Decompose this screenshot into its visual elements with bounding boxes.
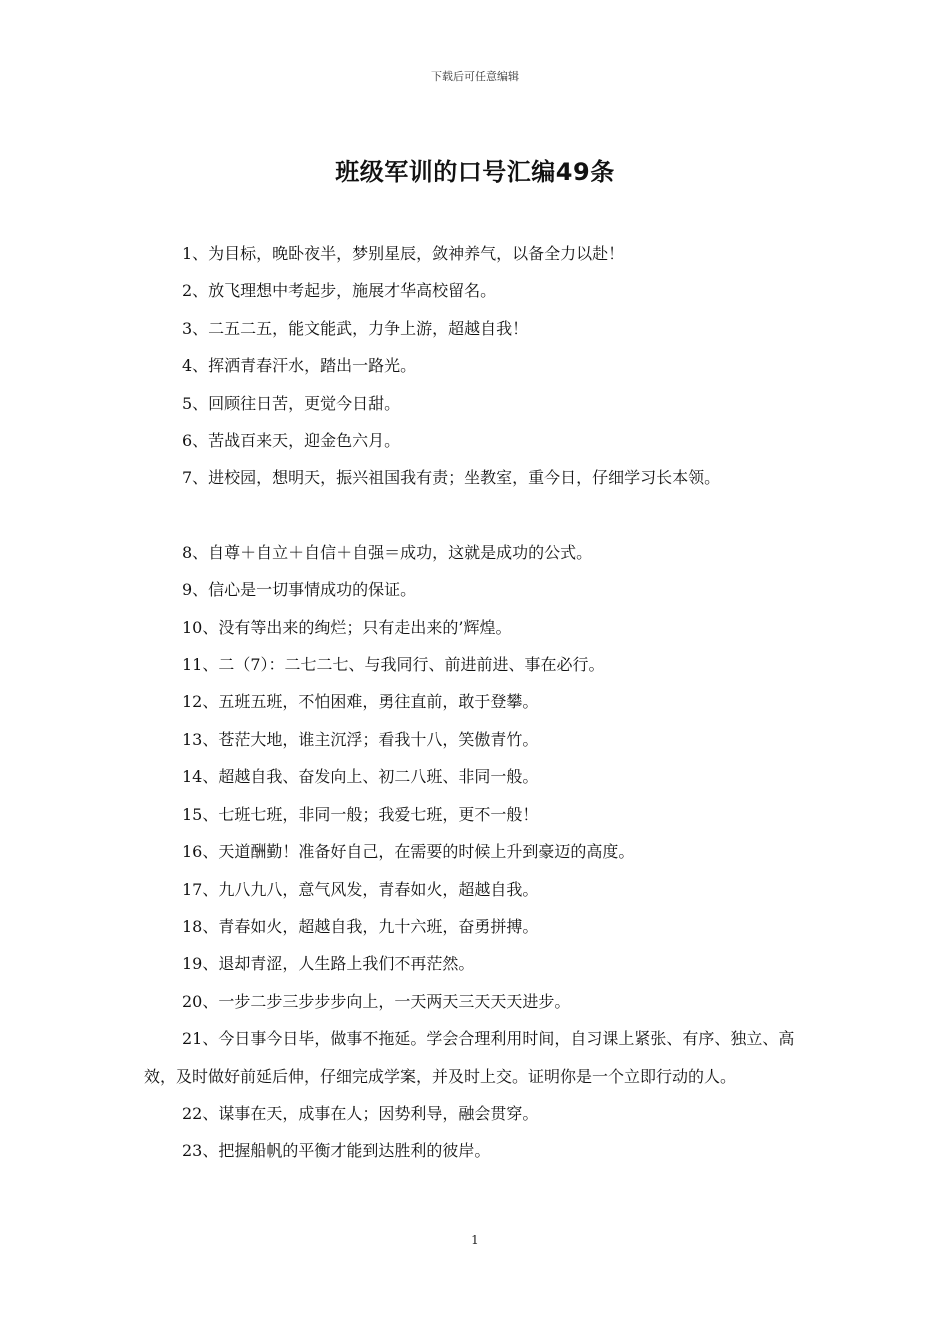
page-number: 1 [471,1233,479,1247]
list-item: 10、没有等出来的绚烂；只有走出来的’辉煌。 [182,617,512,637]
list-item: 11、二（7）：二七二七、与我同行、前进前进、事在必行。 [182,655,605,675]
list-item: 20、一步二步三步步步向上，一天两天三天天天进步。 [182,991,571,1011]
slogan-list [144,235,824,1170]
list-item: 2、放飞理想中考起步，施展才华高校留名。 [182,281,497,301]
paragraph-gap [144,497,824,534]
list-item: 17、九八九八，意气风发，青春如火，超越自我。 [182,879,539,899]
list-item: 3、二五二五，能文能武，力争上游，超越自我！ [182,318,529,338]
list-item: 1、为目标，晚卧夜半，梦别星辰，敛神养气，以备全力以赴！ [182,244,625,263]
list-item: 23、把握船帆的平衡才能到达胜利的彼岸。 [182,1141,491,1161]
list-item: 6、苦战百来天，迎金色六月。 [182,431,401,451]
list-item: 16、天道酬勤！准备好自己，在需要的时候上升到豪迈的高度。 [182,842,635,862]
page-title: 班级军训的口号汇编49条 [335,158,615,186]
list-item: 14、超越自我、奋发向上、初二八班、非同一般。 [182,767,539,787]
list-item: 15、七班七班，非同一般；我爱七班，更不一般！ [182,804,539,824]
list-item: 8、自尊＋自立＋自信＋自强＝成功，这就是成功的公式。 [182,542,593,562]
list-item: 13、苍茫大地，谁主沉浮；看我十八，笑傲青竹。 [182,729,539,749]
list-item: 22、谋事在天，成事在人；因势利导，融会贯穿。 [182,1103,539,1123]
list-item: 18、青春如火，超越自我，九十六班，奋勇拼搏。 [182,916,539,936]
list-item: 12、五班五班，不怕困难，勇往直前，敢于登攀。 [182,692,539,712]
list-item: 4、挥洒青春汗水，踏出一路光。 [182,356,417,376]
list-item: 5、回顾往日苦，更觉今日甜。 [182,393,401,413]
list-item: 21、今日事今日毕，做事不拖延。学会合理利用时间，自习课上紧张、有序、独立、高效，及时做好前延后伸，仔细完成学案，并及时上交。证明你是一个立即行动的人。 [144,1029,795,1086]
list-item: 7、进校园，想明天，振兴祖国我有责；坐教室，重今日，仔细学习长本领。 [182,468,721,488]
list-item: 19、退却青涩，人生路上我们不再茫然。 [182,954,475,974]
list-item: 9、信心是一切事情成功的保证。 [182,580,417,600]
header-note: 下载后可任意编辑 [431,70,519,83]
